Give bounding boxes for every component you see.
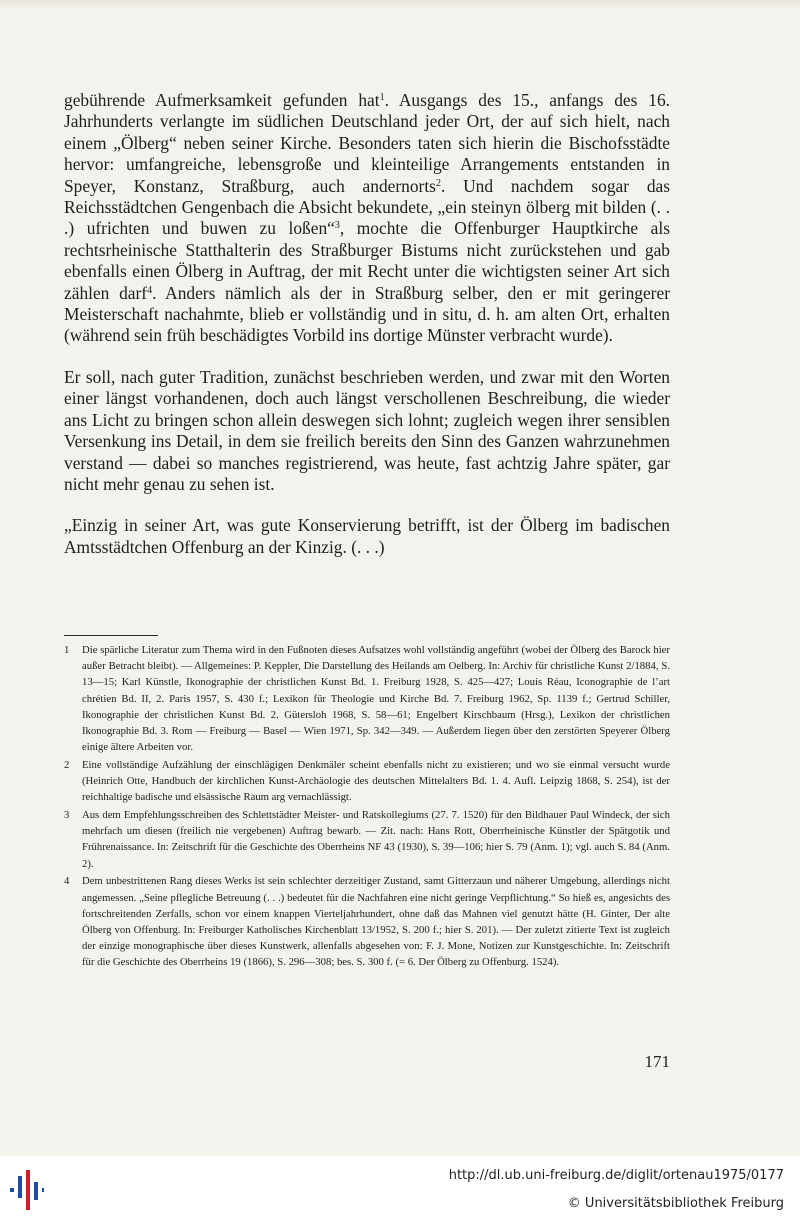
logo-bar xyxy=(42,1188,44,1192)
footnote-2 xyxy=(64,757,670,806)
ub-freiburg-logo-icon xyxy=(10,1170,44,1210)
page-number: 171 xyxy=(644,1052,670,1071)
footnote-separator xyxy=(64,635,158,636)
footnote-number: 3 xyxy=(64,809,70,822)
main-text xyxy=(64,90,670,558)
footnote-number: 1 xyxy=(64,644,70,656)
logo-bar xyxy=(34,1182,38,1200)
footnote-text: Die spärliche Literatur zum Thema wird in den Fußnoten dieses Aufsatzes wohl vollständig angeführt (wobei der Ölberg des Barock hier außer Betracht bleibt). — Allgemeines: P. Keppler, Die Darstellung des Heilands am Oelberg. In: Archiv für christliche Kunst 2/1884, S. 13—15; Karl Künstle, Ikonographie der christlichen Kunst Bd. 1. Freiburg 1928, S. 425—427; Louis Réau, Iconographie de l’art chrétien Bd. II, 2. Paris 1957, S. 430 f.; Lexikon für Theologie und Kirche Bd. 7. Freiburg 1962, Sp. 1139 f.; Gertrud Schiller, Ikonographie der christlichen Kunst Bd. 2. Gütersloh 1968, S. 58—61; Engelbert Kirschbaum (Hrsg.), Lexikon der christlichen Ikonographie Bd. 3. Rom — Freiburg — Basel — Wien 1971, Sp. 342—349. — Außerdem liegen über den zerstörten Speyerer Ölberg einige ältere Arbeiten vor. xyxy=(82,644,670,754)
footnote-ref-4: 4 xyxy=(147,284,153,296)
paragraph-3: „Einzig in seiner Art, was gute Konservierung betrifft, ist der Ölberg im badischen Amtsstädtchen Offenburg an der Kinzig. (. . .) xyxy=(64,515,670,557)
footnote-1 xyxy=(64,642,670,755)
footnotes xyxy=(64,642,670,972)
footnote-number: 2 xyxy=(64,758,70,771)
footnote-text: Dem unbestrittenen Rang dieses Werks ist sein schlechter derzeitiger Zustand, samt Gitterzaun und näherer Umgebung, allerdings nicht angemessen. „Seine pflegliche Betreuung (. . .) bedeutet für die Nachfahren eine nicht geringe Verpflichtung.“ So hieß es, angesichts des fortschreitenden Zerfalls, schon vor einem knappen Vierteljahrhundert, ohne daß das Mahnen viel genutzt hätte (H. Ginter, Der alte Ölberg von Offenburg. In: Freiburger Katholisches Kirchenblatt 13/1952, S. 200 f.; hier S. 201). — Der zuletzt zitierte Text ist zugleich der einzige monographische über dieses Kunstwerk, allenfalls abgesehen von: F. J. Mone, Notizen zur Kunstgeschichte. In: Zeitschrift für die Geschichte des Oberrheins 19 (1866), S. 296—308; bes. S. 300 f. (= 6. Der Ölberg zu Offenburg. 1524). xyxy=(82,875,670,969)
logo-bar xyxy=(10,1188,14,1192)
footnote-number: 4 xyxy=(64,875,70,888)
footnote-ref-1: 1 xyxy=(379,92,385,103)
paragraph-1-part: . Anders nämlich als der in Straßburg selber, den er mit geringerer Meisterschaft nachahmte, blieb er vollständig und in situ, d. h. am alten Ort, erhalten (während sein früh beschädigtes Vorbild ins dortige Münster verbracht wurde). xyxy=(64,282,670,346)
footnote-3 xyxy=(64,807,670,872)
footnote-4 xyxy=(64,873,670,970)
footnote-text: Aus dem Empfehlungsschreiben des Schlettstädter Meister- und Ratskollegiums (27. 7. 1520) für den Bildhauer Paul Windeck, der sich mehrfach um diesen (freilich nie vergebenen) Auftrag bewarb. — Zit. nach: Hans Rott, Oberrheinische Künstler der Spätgotik und Frührenaissance. In: Zeitschrift für die Geschichte des Oberrheins NF 43 (1930), S. 39—106; hier S. 79 (Anm. 1); vgl. auch S. 84 (Anm. 2). xyxy=(82,809,670,870)
footnote-text: Eine vollständige Aufzählung der einschlägigen Denkmäler scheint ebenfalls nicht zu existieren; und wo sie einmal versucht wurde (Heinrich Otte, Handbuch der kirchlichen Kunst-Archäologie des deutschen Mittelalters Bd. 1. 4. Aufl. Leipzig 1868, S. 254), ist der reichhaltige badische und elsässische Raum arg vernachlässigt. xyxy=(82,758,670,804)
source-url-link[interactable]: http://dl.ub.uni-freiburg.de/diglit/ortenau1975/0177 xyxy=(448,1168,784,1183)
paragraph-1-part: gebührende Aufmerksamkeit gefunden hat xyxy=(64,90,380,110)
paragraph-1-part: , mochte die Offenburger Hauptkirche als rechtsrheinische Statthalterin des Straßburger Bistums nicht zurückstehen und gab ebenfalls einen Ölberg in Auftrag, der mit Recht unter die wichtigsten seiner Art sich zählen darf xyxy=(64,218,670,303)
logo-bar xyxy=(18,1176,22,1198)
paragraph-2: Er soll, nach guter Tradition, zunächst beschrieben werden, und zwar mit den Worten einer längst vorhandenen, doch auch längst verschollenen Beschreibung, die wieder ans Licht zu bringen schon allein deswegen sich lohnt; zugleich wegen ihrer sensiblen Versenkung ins Detail, in dem sie freilich bereits den Sinn des Ganzen wahrzunehmen verstand — dabei so manches registrierend, was heute, fast achtzig Jahre später, gar nicht mehr genau zu sehen ist. xyxy=(64,366,670,494)
paragraph-1-part: . Ausgangs des 15., anfangs des 16. Jahrhunderts verlangte im südlichen Deutschland jeder Ort, der auf sich hielt, nach einem „Ölberg“ neben seiner Kirche. Besonders taten sich hierin die Bischofsstädte hervor: umfangreiche, lebensgroße und kleinteilige Arrangements entstanden in Speyer, Konstanz, Straßburg, auch andernorts xyxy=(64,90,670,196)
logo-bar xyxy=(26,1170,30,1210)
footnote-ref-3: 3 xyxy=(334,220,340,232)
copyright-notice: © Universitätsbibliothek Freiburg xyxy=(567,1196,784,1211)
scan-top-edge xyxy=(0,0,800,10)
paragraph-1-part: . Und nachdem sogar das Reichsstädtchen Gengenbach die Absicht bekundete, „ein steinyn ölberg mit bilden (. . .) ufrichten und buwen zu loßen“ xyxy=(64,175,670,239)
paragraph-1 xyxy=(64,90,670,347)
library-footer xyxy=(0,1156,800,1220)
footnote-ref-2: 2 xyxy=(435,177,441,189)
